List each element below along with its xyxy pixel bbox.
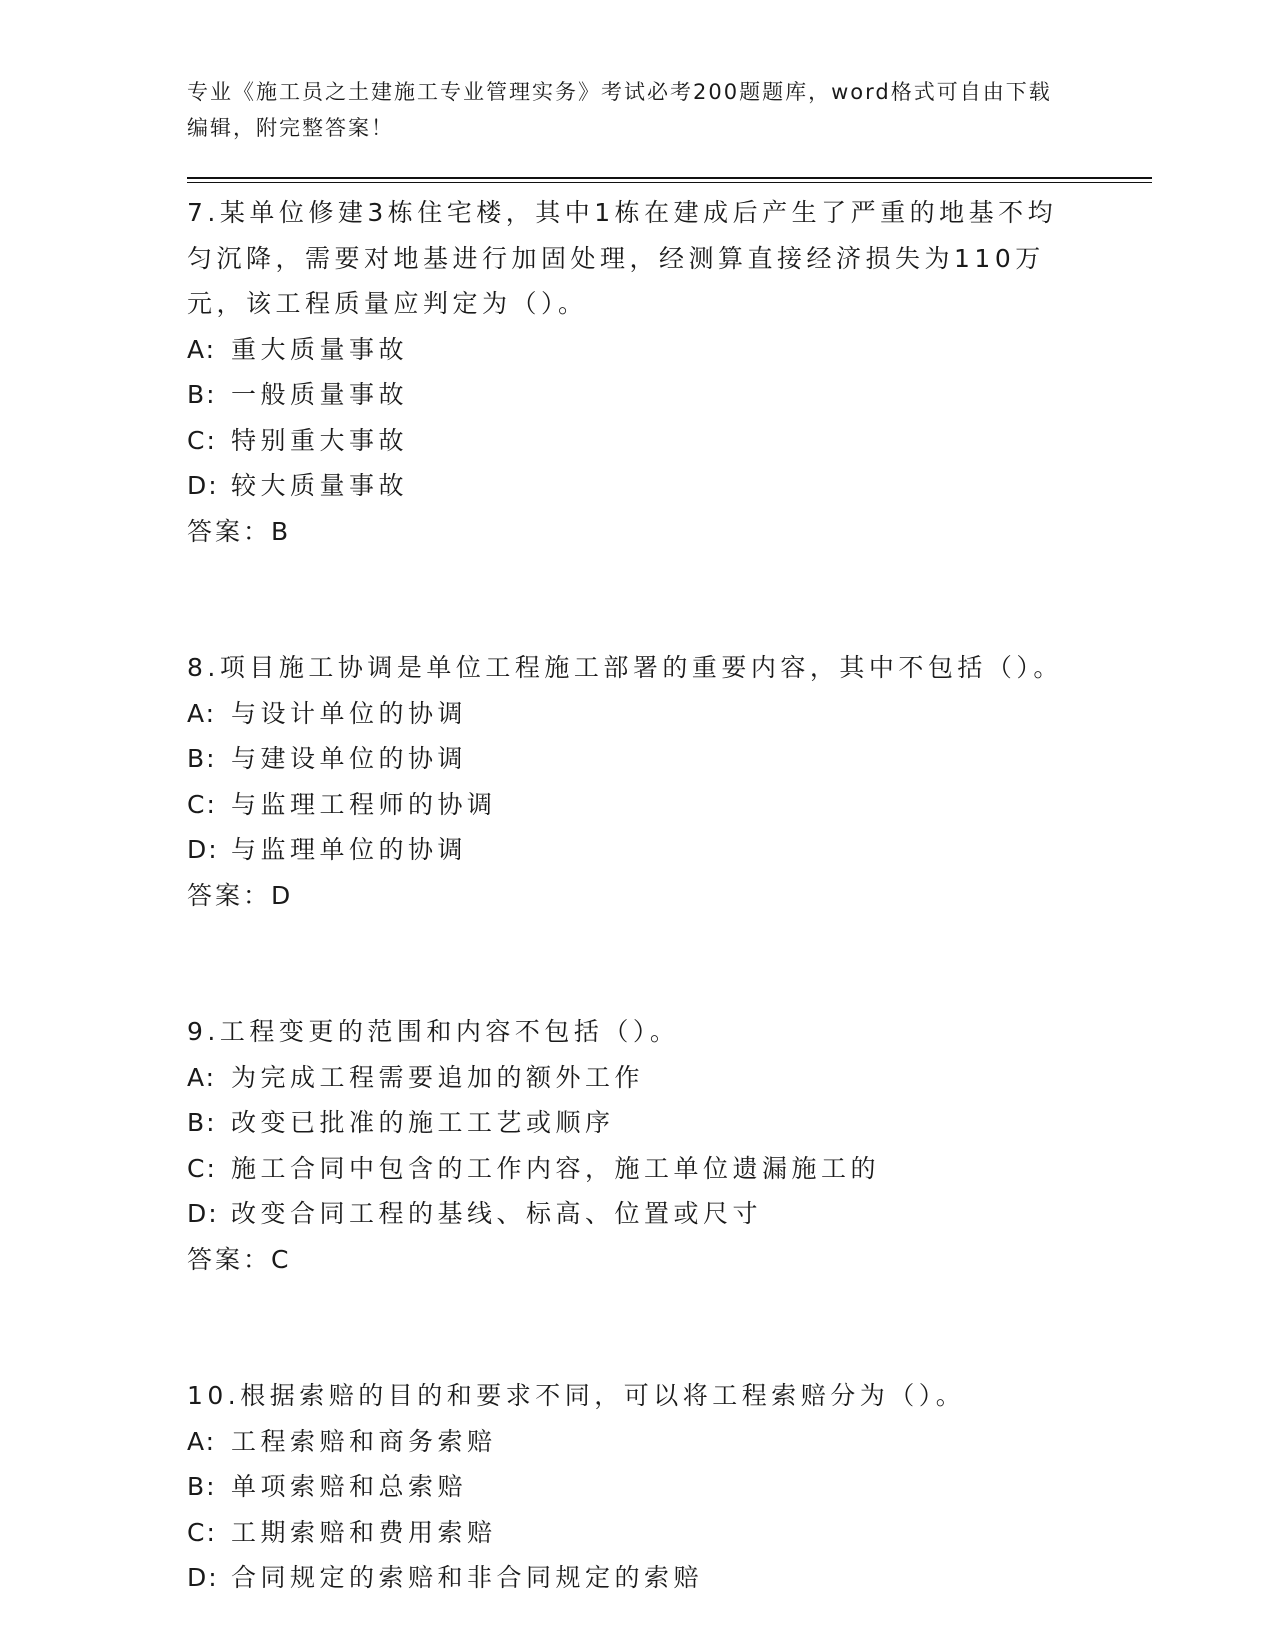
option-text: 特别重大事故: [231, 425, 409, 455]
option-letter: B:: [187, 1472, 217, 1501]
question-9: [187, 1009, 1067, 1282]
option-letter: A:: [187, 698, 217, 728]
option-text: 改变已批准的施工工艺或顺序: [231, 1108, 615, 1137]
document-header: 专业《施工员之土建施工专业管理实务》考试必考200题题库，word格式可自由下载编辑，附完整答案！: [187, 80, 1052, 140]
option-letter: C:: [187, 1517, 217, 1547]
option-text: 重大质量事故: [231, 334, 409, 364]
option-letter: A:: [187, 1426, 217, 1456]
option-text: 与建设单位的协调: [231, 744, 468, 773]
option-letter: B:: [187, 380, 217, 409]
question-10: [187, 1373, 1067, 1601]
option-a: [187, 691, 1067, 737]
question-spacer: [187, 918, 1067, 1009]
option-text: 为完成工程需要追加的额外工作: [231, 1062, 645, 1092]
option-b: [187, 736, 1067, 782]
option-letter: D:: [187, 835, 219, 864]
option-c: [187, 1510, 1067, 1556]
question-stem: 7.某单位修建3栋住宅楼，其中1栋在建成后产生了严重的地基不均匀沉降，需要对地基进行加固处理，经测算直接经济损失为110万元，该工程质量应判定为（）。: [187, 198, 1058, 318]
option-letter: B:: [187, 1108, 217, 1137]
option-letter: A:: [187, 1062, 217, 1092]
question-list: [187, 190, 1067, 1601]
option-text: 合同规定的索赔和非合同规定的索赔: [231, 1563, 704, 1592]
answer-line: 答案：B: [187, 516, 292, 546]
option-letter: D:: [187, 1563, 219, 1592]
question-7: [187, 190, 1067, 554]
header-divider-thick: [187, 177, 1152, 179]
header-divider-thin: [187, 182, 1152, 183]
option-text: 与监理单位的协调: [231, 835, 468, 864]
option-text: 与监理工程师的协调: [231, 789, 497, 819]
option-c: [187, 782, 1067, 828]
option-d: [187, 827, 1067, 873]
option-letter: B:: [187, 744, 217, 773]
option-letter: D:: [187, 1199, 219, 1228]
option-d: [187, 1555, 1067, 1601]
option-c: [187, 418, 1067, 464]
question-stem: 9.工程变更的范围和内容不包括（）。: [187, 1017, 680, 1046]
option-text: 较大质量事故: [231, 471, 409, 500]
option-letter: C:: [187, 1153, 217, 1183]
option-text: 一般质量事故: [231, 380, 409, 409]
option-b: [187, 1464, 1067, 1510]
question-spacer: [187, 554, 1067, 645]
option-d: [187, 1191, 1067, 1237]
option-text: 施工合同中包含的工作内容，施工单位遗漏施工的: [231, 1153, 881, 1183]
option-a: [187, 1419, 1067, 1465]
option-c: [187, 1146, 1067, 1192]
question-stem: 10.根据索赔的目的和要求不同，可以将工程索赔分为（）。: [187, 1381, 966, 1410]
question-spacer: [187, 1282, 1067, 1373]
option-text: 工程索赔和商务索赔: [231, 1426, 497, 1456]
option-text: 改变合同工程的基线、标高、位置或尺寸: [231, 1199, 763, 1228]
option-text: 工期索赔和费用索赔: [231, 1517, 497, 1547]
answer-line: 答案：C: [187, 1244, 292, 1274]
answer-line: 答案：D: [187, 880, 294, 910]
option-b: [187, 1100, 1067, 1146]
option-letter: D:: [187, 471, 219, 500]
option-letter: A:: [187, 334, 217, 364]
option-b: [187, 372, 1067, 418]
question-stem: 8.项目施工协调是单位工程施工部署的重要内容，其中不包括（）。: [187, 653, 1063, 682]
option-d: [187, 463, 1067, 509]
option-a: [187, 327, 1067, 373]
option-letter: C:: [187, 789, 217, 819]
question-8: [187, 645, 1067, 918]
option-letter: C:: [187, 425, 217, 455]
option-a: [187, 1055, 1067, 1101]
option-text: 单项索赔和总索赔: [231, 1472, 468, 1501]
option-text: 与设计单位的协调: [231, 698, 468, 728]
